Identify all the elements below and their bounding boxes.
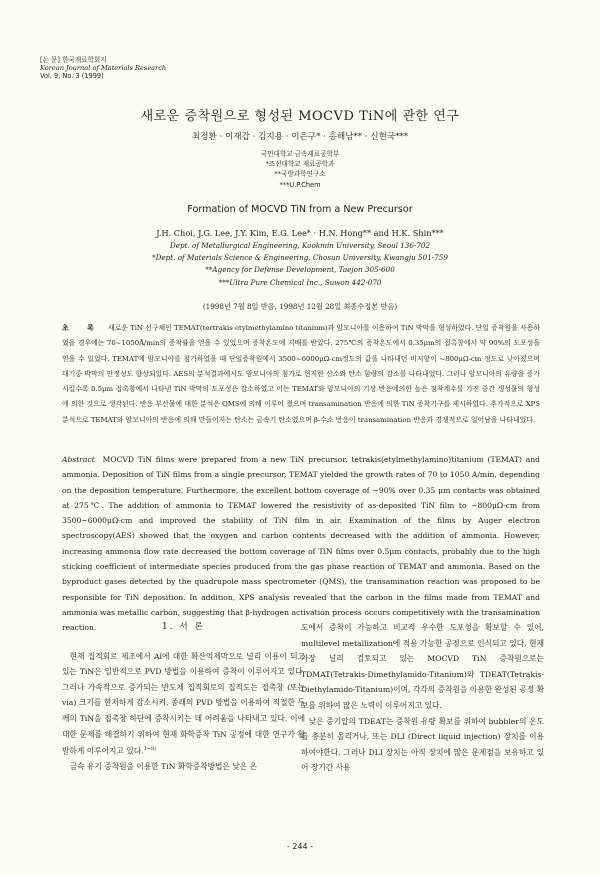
received-dates: (1998년 7월 8일 받음, 1998년 12월 28일 최종수정본 받음) [202, 302, 398, 311]
journal-volume: Vol. 9, No. 3 (1999) [40, 72, 104, 80]
body-paragraph: 낮은 증기압의 TDEAT는 증착원 유량 확보를 위하여 bubbler의 온도를 충분히 올리거나, 또는 DLI (Direct liquid injection) 장치를 이용하여야한다. 그러나 DLI 장치는 아직 장치에 많은 문제점을 보유하고 있어 장기간 사용 [301, 716, 544, 773]
journal-header [40, 56, 166, 80]
title-korean: 새로운 증착원으로 형성된 MOCVD TiN에 관한 연구 [140, 109, 460, 124]
affiliation-en-2: *Dept. of Materials Science & Engineering, Chosun University, Kwangju 501-759 [152, 253, 448, 263]
affiliation-ko-2: *조선대학교 재료공학과 [265, 160, 335, 169]
affiliation-ko-3: **국방과학연구소 [274, 170, 326, 179]
journal-name: Korean Journal of Materials Research [40, 64, 167, 72]
affiliation-en-4: ***Ultra Pure Chemical Inc., Suwon 442-070 [218, 277, 382, 287]
affiliation-ko-1: 국민대학교 금속재료공학부 [260, 150, 340, 158]
affiliation-en-1: Dept. of Metallurgical Engineering, Kookmin University, Seoul 136-702 [169, 241, 431, 250]
body-column-right [301, 620, 544, 776]
body-paragraph: 현재 집적회로 제조에서 Al에 대한 확산억제막으로 널리 이용이 되고 있는 TiN은 일반적으로 PVD 방법을 이용하여 증착이 이루어지고 있다. 그러나 가속적으로 증가되는 반도체 집적회로의 집적도는 접촉창 (또는 via) 크기를 현저하게 감소시켜, 종래의 PVD 방법을 이용하여 적절한 두께의 TiN을 접촉창 하단에 증착시키는 데 어려움을 나타내고 있다. 이에대한 문제를 해결하기 위하여 현재 화학증착 TiN 공정에 대한 연구가 활발하게 이루어지고 있다.$^{1\sim 8)}$ [62, 651, 305, 756]
affiliation-ko-4: ***U.P.Chem [279, 180, 321, 189]
affiliations-english [0, 240, 600, 289]
affiliation-en-3: **Agency for Defense Development, Taejon 305-600 [205, 265, 395, 275]
affiliations-korean [0, 149, 600, 190]
abstract-korean-text: 새로운 TiN 선구체인 TEMAT(tertrakis etylmethylamino titanium)과 암모니아를 이용하여 TiN 박막을 형성하였다. 단일 증착원을 사용하였을 경우에는 70~1050Å/min의 증착률을 얻을 수 있었으며 증착온도에 지배를 받았다. 275℃의 증착온도에서 0.35μm의 접촉창에서 약 90%의 도포성을 얻을 수 있었다. TEMAT에 암모니아를 첨가하였을 때 단일증착원에서 3500~6000μΩ-cm정도의 값을 나타내던 비저항이 ~800μΩ-cm 정도로 낮아졌으며 대기중 박막의 안정성도 향상되었다. AES의 분석결과에서도 암모니아의 첨가로 현저한 산소와 탄소 함량의 감소를 나타내었다. 그러나 암모니아의 유량을 증가시킬수록 0.5μm 접촉창에서 나타낸 TiN 박막의 도포성은 감소하였고 이는 TEMAT와 암모니아의 기상 반응에의한 높은 점착계수를 가진 중간 생성물의 형성에 의한 것으로 생각된다. 반응 부산물에 대한 분석은 QMS에 의해 이루어 졌으며 transamination 반응에 의한 TiN 증착기구를 제시하였다. 추가적으로 XPS 분석으로 TEMAT와 암모니아의 반응에 의해 만들어지는 탄소는 금속기 탄소였으며 β-수소 반응이 transamination 반응과 경쟁적으로 일어남을 나타내었다. [62, 324, 540, 424]
authors-korean: 최정환 · 이재갑 · 김지용 · 이은구* · 홍해남** · 신현국*** [191, 132, 409, 142]
abstract-korean-label: 초 록 [62, 324, 102, 332]
title-english: Formation of MOCVD TiN from a New Precursor [187, 204, 413, 215]
abstract-korean [62, 321, 540, 428]
page-number: - 244 - [286, 842, 314, 851]
journal-category: [논 문] 한국재료학회지 [40, 56, 107, 64]
authors-english: J.H. Choi, J.G. Lee, J.Y. Kim, E.G. Lee* · H.N. Hong** and H.K. Shin*** [156, 228, 444, 238]
reference-marker: 1~8) [143, 746, 157, 753]
body-column-left [62, 620, 305, 775]
section-heading: 1. 서 론 [162, 622, 205, 632]
abstract-english-label: Abstract [62, 455, 95, 464]
abstract-english-text: MOCVD TiN films were prepared from a new TiN precursor, tetrakis(etylmethylamino)titanium (TEMAT) and ammonia. Deposition of TiN films from a single precursor, TEMAT yielded the growth rates of 70 to 1050 A/min, depending on the deposition temperature. Furthermore, the excellent bottom coverage of ~90% over 0.35 μm contacts was obtained at 275℃. The addition of ammonia to TEMAT lowered the resistivity of as-deposited TiN film to ~800μΩ-cm from 3500~6000μΩ-cm and improved the stability of TiN film in air. Examination of the films by Auger electron spectroscopy(AES) showed that the oxygen and carbon contents decreased with the addition of ammonia. However, increasing ammonia flow rate decreased the bottom coverage of TiN films over 0.5μm contacts, probably due to the high sticking coefficient of intermediate species produced from the gas phase reaction of TEMAT and ammonia. Based on the byproduct gases detected by the quadrupole mass spectrometer (QMS), the transamination reaction was proposed to be responsible for TiN deposition. In addition, XPS analysis revealed that the carbon in the films made from TEMAT and ammonia was metallic carbon, suggesting that β-hydrogen activation process occurs competitively with the transamination reaction. [62, 455, 541, 633]
body-paragraph: 금속 유기 증착원을 이용한 TiN 화학증착방법은 낮은 온 [69, 762, 258, 772]
abstract-english [62, 452, 540, 636]
body-paragraph: 도에서 증착이 가능하고 비교적 우수한 도포성을 확보할 수 있어, multilevel metallization에 적용 가능한 공정으로 인식되고 있다. 현재 가장 널리 검토되고 있는 MOCVD TiN 증착원으로는 TDMAT(Tetrakis-Dimethylamido-Titanium)와 TDEAT(Tetrakis-Diethylamido-Titanium)이며, 각각의 증착원을 이용한 완성된 공정 확보를 위하여 많은 노력이 이루어지고 있다. [301, 623, 544, 710]
